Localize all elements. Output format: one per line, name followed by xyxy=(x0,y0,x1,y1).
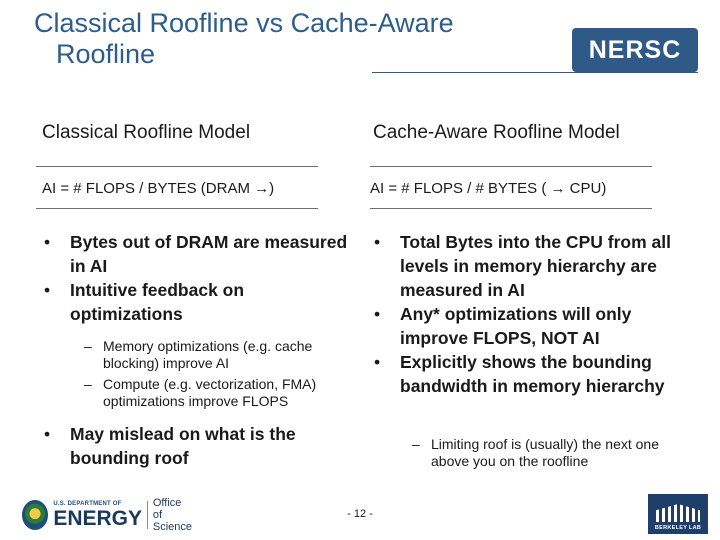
left-sub-bullet: – Compute (e.g. vectorization, FMA) optimizations improve FLOPS xyxy=(72,376,362,410)
left-bullet: • Intuitive feedback on optimizations xyxy=(38,278,358,326)
right-sub-bullet: – Limiting roof is (usually) the next one above you on the roofline xyxy=(400,436,680,470)
right-bullet: • Explicitly shows the bounding bandwidth in memory hierarchy xyxy=(368,350,698,398)
slide-title xyxy=(34,8,514,70)
doe-energy-text: ENERGY xyxy=(53,507,142,530)
right-bullet: • Any* optimizations will only improve FLOPS, NOT AI xyxy=(368,302,698,350)
doe-wordmark xyxy=(53,501,142,529)
doe-office-of-science-logo xyxy=(22,496,192,534)
nersc-logo-text: NERSC xyxy=(588,35,682,64)
right-bottom-divider xyxy=(370,208,652,209)
left-bullet-list xyxy=(38,230,358,326)
slide-title-line1: Classical Roofline vs Cache-Aware xyxy=(34,8,454,38)
right-bullet: • Total Bytes into the CPU from all levels in memory hierarchy are measured in AI xyxy=(368,230,698,302)
left-sub-bullet: – Memory optimizations (e.g. cache blocking) improve AI xyxy=(72,338,362,372)
nersc-logo xyxy=(572,28,698,72)
berkeley-building-icon xyxy=(656,504,700,522)
office-of-science-text xyxy=(153,497,192,533)
berkeley-lab-logo xyxy=(648,494,708,534)
left-sub-bullet-list xyxy=(72,338,362,410)
right-top-divider xyxy=(370,166,652,167)
right-formula: AI = # FLOPS / # BYTES ( → CPU) xyxy=(370,180,607,197)
berkeley-lab-text: BERKELEY LAB xyxy=(654,525,702,531)
left-bullet-list-2 xyxy=(38,422,358,470)
right-heading: Cache-Aware Roofline Model xyxy=(373,122,620,143)
doe-seal-icon xyxy=(22,500,48,530)
science-line: Science xyxy=(152,521,192,533)
left-bullet: • Bytes out of DRAM are measured in AI xyxy=(38,230,358,278)
left-bottom-divider xyxy=(36,208,318,209)
right-bullet-list xyxy=(368,230,698,398)
header-rule xyxy=(372,72,698,73)
left-heading: Classical Roofline Model xyxy=(42,122,251,143)
doe-dept-text: U.S. DEPARTMENT OF xyxy=(53,501,122,507)
page-number: - 12 - xyxy=(347,508,373,520)
left-formula: AI = # FLOPS / BYTES (DRAM →) xyxy=(42,180,275,197)
left-top-divider xyxy=(36,166,318,167)
office-of-line: Office of xyxy=(152,497,182,521)
right-sub-bullet-list xyxy=(400,436,680,470)
left-bullet: • May mislead on what is the bounding roof xyxy=(38,422,358,470)
slide-title-line2: Roofline xyxy=(56,39,156,69)
doe-logo-divider xyxy=(147,501,148,529)
